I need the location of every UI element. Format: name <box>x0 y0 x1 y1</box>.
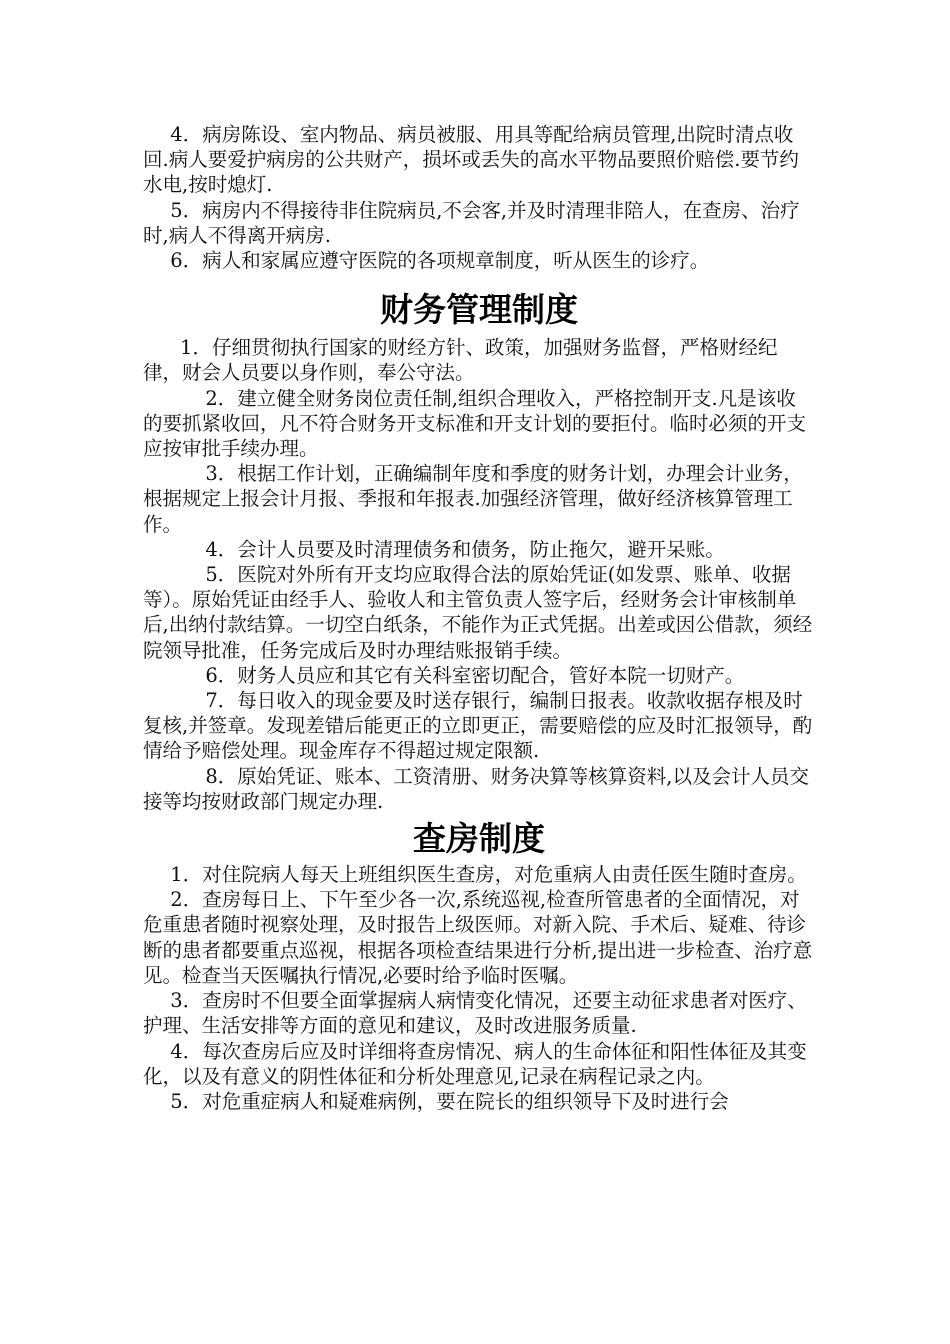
ward-rule-5: 5．病房内不得接待非住院病员,不会客,并及时清理非陪人，在查房、治疗时,病人不得离开病房. <box>143 198 800 247</box>
ward-round-rule-5: 5．对危重症病人和疑难病例，要在院长的组织领导下及时进行会 <box>170 1089 729 1113</box>
document-page <box>143 122 815 1114</box>
ward-round-rules-section <box>143 862 815 1114</box>
finance-heading: 财务管理制度 <box>380 290 578 330</box>
ward-round-rule-2: 2．查房每日上、下午至少各一次,系统巡视,检查所管患者的全面情况，对危重患者随时视察处理，及时报告上级医师。对新入院、手术后、疑难、待诊断的患者都要重点巡视，根据各项检查结果进行分析,提出进一步检查、治疗意见。检查当天医嘱执行情况,必要时给予临时医嘱。 <box>143 888 813 987</box>
finance-rule-2: 2．建立健全财务岗位责任制,组织合理收入，严格控制开支.凡是该收的要抓紧收回，凡不符合财务开支标准和开支计划的要拒付。临时必须的开支应按审批手续办理。 <box>143 386 807 461</box>
finance-rule-4: 4．会计人员要及时清理债务和债务，防止拖欠，避开呆账。 <box>205 537 725 561</box>
ward-round-rule-3: 3．查房时不但要全面掌握病人病情变化情况，还要主动征求患者对医疗、护理、生活安排等方面的意见和建议，及时改进服务质量. <box>143 989 807 1038</box>
finance-rule-5: 5．医院对外所有开支均应取得合法的原始凭证(如发票、账单、收据等）。原始凭证由经手人、验收人和主管负责人签字后，经财务会计审核制单后,出纳付款结算。一切空白纸条，不能作为正式凭据。出差或因公借款，须经院领导批准，任务完成后及时办理结账报销手续。 <box>143 563 813 662</box>
finance-rules-section <box>143 335 815 814</box>
ward-rules-section <box>143 122 815 273</box>
finance-rule-8: 8．原始凭证、账本、工资清册、财务决算等核算资料,以及会计人员交接等均按财政部门规定办理. <box>143 764 809 813</box>
ward-round-rule-1: 1．对住院病人每天上班组织医生查房，对危重病人由责任医生随时查房。 <box>170 863 807 887</box>
finance-rule-3: 3．根据工作计划，正确编制年度和季度的财务计划，办理会计业务，根据规定上报会计月报、季报和年报表.加强经济管理，做好经济核算管理工作。 <box>143 462 803 536</box>
ward-round-heading: 查房制度 <box>413 819 545 859</box>
finance-rule-7: 7．每日收入的现金要及时送存银行，编制日报表。收款收据存根及时复核,并签章。发现差错后能更正的立即更正，需要赔偿的应及时汇报领导，酌情给予赔偿处理。现金库存不得超过规定限额. <box>143 689 813 763</box>
ward-round-rule-4: 4．每次查房后应及时详细将查房情况、病人的生命体征和阳性体征及其变化，以及有意义的阴性体征和分析处理意见,记录在病程记录之内。 <box>143 1039 807 1088</box>
finance-rule-6: 6．财务人员应和其它有关科室密切配合，管好本院一切财产。 <box>205 663 745 687</box>
finance-rule-1: 1．仔细贯彻执行国家的财经方针、政策，加强财务监督，严格财经纪律，财会人员要以身作则，奉公守法。 <box>143 336 778 385</box>
ward-rule-6: 6．病人和家属应遵守医院的各项规章制度，听从医生的诊疗。 <box>170 249 710 273</box>
ward-rule-4: 4．病房陈设、室内物品、病员被服、用具等配给病员管理,出院时清点收回.病人要爱护病房的公共财产，损坏或丢失的高水平物品要照价赔偿.要节约水电,按时熄灯. <box>143 123 799 197</box>
